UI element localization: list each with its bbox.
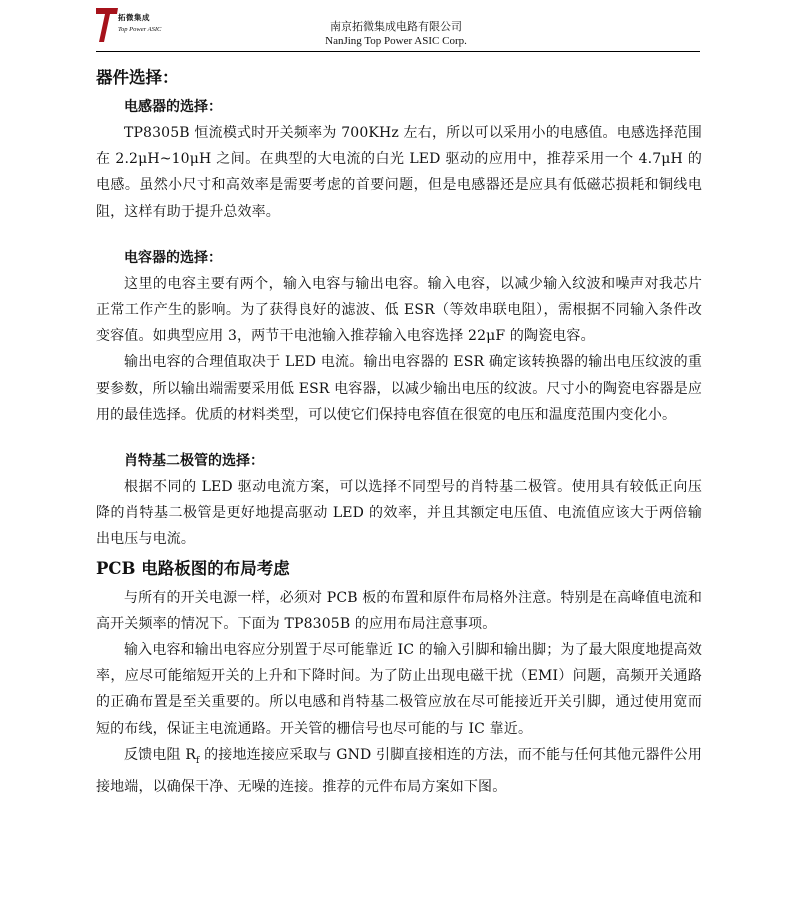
subsection-title-capacitor: 电容器的选择： (124, 249, 222, 266)
subsection-title-inductor: 电感器的选择： (124, 99, 222, 115)
logo-chinese-name: 拓微集成 (118, 13, 150, 22)
company-logo (96, 6, 176, 46)
feedback-resistor-subscript: f (196, 755, 200, 766)
company-name-cn: 南京拓微集成电路有限公司 (330, 21, 462, 33)
diode-paragraph: 根据不同的 LED 驱动电流方案，可以选择不同型号的肖特基二极管。使用具有较低正向压降的肖特基二极管是更好地提高驱动 LED 的效率，并且其额定电压值、电流值应该大于两倍输出电压与电流。 (96, 479, 702, 548)
capacitor-paragraph-1: 这里的电容主要有两个，输入电容与输出电容。输入电容，以减少输入纹波和噪声对我芯片正常工作产生的影响。为了获得良好的滤波、低 ESR（等效串联电阻），需根据不同输入条件改变容值。如典型应用 3，两节干电池输入推荐输入电容选择 22μF 的陶瓷电容。 (96, 275, 702, 345)
pcb-paragraph-3-rest: 的接地连接应采取与 GND 引脚直接相连的方法，而不能与任何其他元器件公用接地端，以确保干净、无噪的连接。推荐的元件布局方案如下图。 (96, 746, 702, 795)
document-body (96, 64, 702, 800)
page-header (96, 6, 700, 52)
section-title-pcb: PCB 电路板图的布局考虑 (96, 558, 290, 578)
capacitor-paragraph-2: 输出电容的合理值取决于 LED 电流。输出电容器的 ESR 确定该转换器的输出电压纹波的重要参数，所以输出端需要采用低 ESR 电容器，以减少输出电压的纹波。尺寸小的陶瓷电容器是应用的最佳选择。优质的材料类型，可以使它们保持电容值在很宽的电压和温度范围内变化小。 (96, 354, 702, 423)
subsection-title-diode: 肖特基二极管的选择： (124, 453, 264, 470)
section-title-components: 器件选择： (96, 68, 179, 87)
inductor-paragraph: TP8305B 恒流模式时开关频率为 700KHz 左右，所以可以采用小的电感值。电感选择范围在 2.2μH~10μH 之间。在典型的大电流的白光 LED 驱动的应用中，推荐采用一个 4.7μH 的电感。虽然小尺寸和高效率是需要考虑的首要问题，但是电感器还是应具有低磁芯损耗和铜线电阻，这样有助于提升总效率。 (96, 125, 702, 220)
header-divider (96, 51, 700, 52)
company-name-en: NanJing Top Power ASIC Corp. (325, 35, 467, 47)
logo-english-name: Top Power ASIC (118, 26, 162, 33)
pcb-paragraph-3-start: 反馈电阻 R (124, 746, 197, 763)
pcb-paragraph-2: 输入电容和输出电容应分别置于尽可能靠近 IC 的输入引脚和输出脚；为了最大限度地提高效率，应尽可能缩短开关的上升和下降时间。为了防止出现电磁干扰（EMI）问题，高频开关通路的正确布置是至关重要的。所以电感和肖特基二极管应放在尽可能接近开关引脚，通过使用宽而短的布线，保证主电流通路。开关管的栅信号也尽可能的与 IC 靠近。 (96, 642, 702, 737)
logo-mark-icon (96, 6, 118, 42)
company-name (286, 20, 506, 48)
pcb-paragraph-3 (96, 742, 702, 800)
pcb-paragraph-1: 与所有的开关电源一样，必须对 PCB 板的布置和原件布局格外注意。特别是在高峰值电流和高开关频率的情况下。下面为 TP8305B 的应用布局注意事项。 (96, 589, 702, 632)
